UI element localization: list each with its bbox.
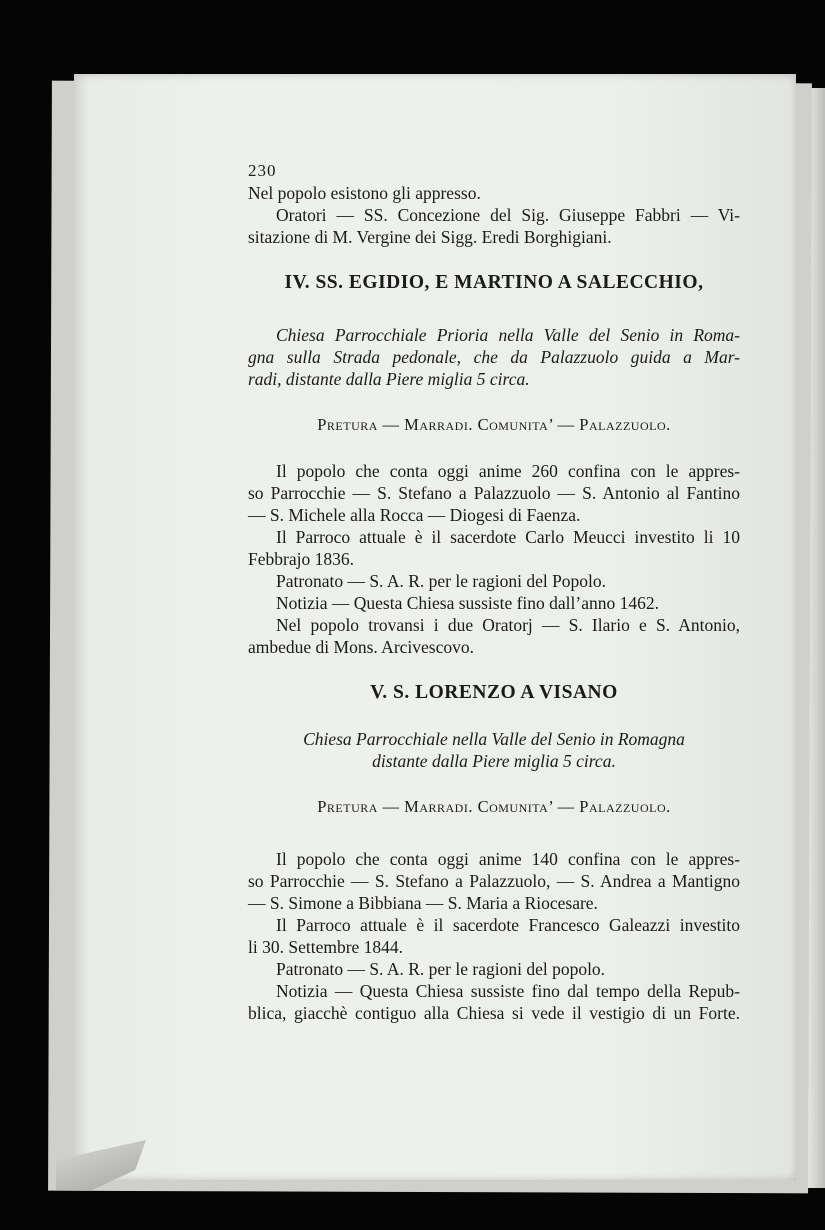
body-line: Febbrajo 1836. — [248, 549, 354, 569]
body-line: blica, giacchè contiguo alla Chiesa si vede il vestigio di un Forte. — [248, 1003, 740, 1023]
description-line: radi, distante dalla Piere miglia 5 circa. — [248, 369, 530, 389]
description-line: distante dalla Piere miglia 5 circa. — [372, 751, 616, 771]
body-line: Il popolo che conta oggi anime 140 confina con le appres- — [276, 849, 740, 869]
jurisdiction-line: Pretura — Marradi. Comunita’ — Palazzuolo. — [317, 797, 671, 816]
text-line: sitazione di M. Vergine dei Sigg. Eredi Borghigiani. — [248, 227, 612, 247]
body-line: Notizia — Questa Chiesa sussiste fino dall’anno 1462. — [276, 593, 659, 613]
page-number: 230 — [248, 161, 277, 180]
body-line: Il Parroco attuale è il sacerdote Carlo Meucci investito li 10 — [276, 527, 740, 547]
section-body — [248, 460, 740, 658]
page-text — [248, 160, 740, 1024]
section-description — [248, 324, 740, 390]
body-line: Patronato — S. A. R. per le ragioni del popolo. — [276, 959, 606, 979]
description-line: Chiesa Parrocchiale Prioria nella Valle del Senio in Roma- — [276, 325, 740, 345]
text-line: Oratori — SS. Concezione del Sig. Giuseppe Fabbri — Vi- — [276, 205, 740, 225]
body-line: ambedue di Mons. Arcivescovo. — [248, 637, 474, 657]
description-line: Chiesa Parrocchiale nella Valle del Senio in Romagna — [303, 729, 685, 749]
section-heading: V. S. LORENZO A VISANO — [370, 682, 618, 703]
jurisdiction-line: Pretura — Marradi. Comunita’ — Palazzuolo. — [317, 415, 671, 434]
body-line: Il Parroco attuale è il sacerdote Francesco Galeazzi investito — [276, 915, 740, 935]
text-line: Nel popolo esistono gli appresso. — [248, 183, 481, 203]
body-line: — S. Simone a Bibbiana — S. Maria a Riocesare. — [248, 893, 598, 913]
section-description — [248, 728, 740, 772]
body-line: Notizia — Questa Chiesa sussiste fino dal tempo della Repub- — [276, 981, 740, 1001]
body-line: — S. Michele alla Rocca — Diogesi di Faenza. — [248, 505, 581, 525]
body-line: so Parrocchie — S. Stefano a Palazzuolo, — S. Andrea a Mantigno — [248, 871, 740, 891]
section-heading: IV. SS. EGIDIO, E MARTINO A SALECCHIO, — [284, 272, 704, 293]
body-line: Patronato — S. A. R. per le ragioni del Popolo. — [276, 571, 607, 591]
body-line: Nel popolo trovansi i due Oratorj — S. Ilario e S. Antonio, — [276, 615, 740, 635]
section-body — [248, 848, 740, 1024]
description-line: gna sulla Strada pedonale, che da Palazzuolo guida a Mar- — [248, 347, 740, 367]
body-line: Il popolo che conta oggi anime 260 confina con le appres- — [276, 461, 740, 481]
body-line: li 30. Settembre 1844. — [248, 937, 404, 957]
body-line: so Parrocchie — S. Stefano a Palazzuolo — S. Antonio al Fantino — [248, 483, 740, 503]
